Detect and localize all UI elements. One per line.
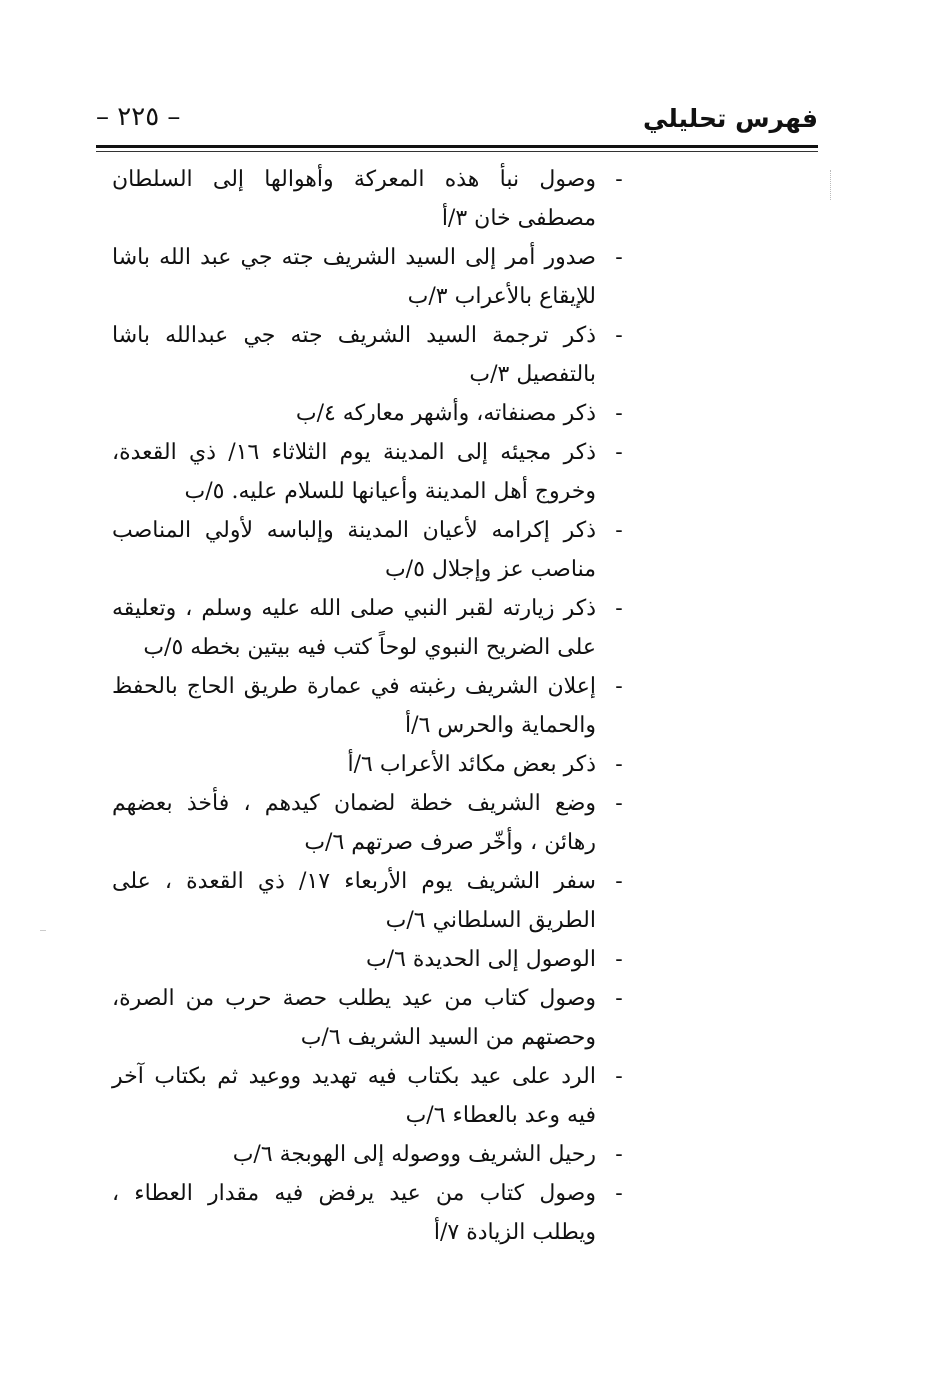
page-header [96,96,818,142]
header-rule-thin [96,151,818,152]
entry-bullet: - [615,1181,623,1206]
entry-bullet: - [615,947,623,972]
entry-bullet: - [615,323,623,348]
index-entries [112,160,632,1252]
entry-bullet: - [615,752,623,777]
entry-text: الرد على عيد بكتاب فيه تهديد ووعيد ثم بكتاب آخر فيه وعد بالعطاء ٦/ب [112,1064,596,1128]
scan-mark [40,930,46,931]
index-entry [112,238,632,316]
entry-bullet: - [615,167,623,192]
index-entry [112,1057,632,1135]
entry-bullet: - [615,791,623,816]
entry-bullet: - [615,986,623,1011]
entry-text: ذكر زيارته لقبر النبي صلى الله عليه وسلم ، وتعليقه على الضريح النبوي لوحاً كتب فيه بيتين بخطه ٥/ب [112,596,596,660]
index-entry [112,784,632,862]
index-entry [112,1174,632,1252]
entry-text: وصول نبأ هذه المعركة وأهوالها إلى السلطان مصطفى خان ٣/أ [112,167,596,231]
entry-text: الوصول إلى الحديدة ٦/ب [365,947,596,972]
index-entry [112,433,632,511]
header-rule-thick [96,145,818,148]
index-entry [112,745,632,784]
index-entry [112,316,632,394]
index-entry [112,589,632,667]
margin-mark [830,170,835,200]
index-entry [112,1135,632,1174]
running-title: فهرس تحليلي [643,104,818,133]
entry-bullet: - [615,440,623,465]
entry-text: سفر الشريف يوم الأربعاء ١٧/ ذي القعدة ، على الطريق السلطاني ٦/ب [112,869,596,933]
entry-bullet: - [615,869,623,894]
index-entry [112,940,632,979]
entry-text: وصول كتاب من عيد يطلب حصة حرب من الصرة، وحصتهم من السيد الشريف ٦/ب [112,986,596,1050]
entry-bullet: - [615,596,623,621]
entry-text: ذكر مجيئه إلى المدينة يوم الثلاثاء ١٦/ ذي القعدة، وخروج أهل المدينة وأعيانها للسلام عليه. ٥/ب [112,440,596,504]
entry-bullet: - [615,401,623,426]
index-entry [112,862,632,940]
entry-bullet: - [615,1064,623,1089]
entry-bullet: - [615,518,623,543]
entry-text: وصول كتاب من عيد يرفض فيه مقدار العطاء ، ويطلب الزيادة ٧/أ [112,1181,596,1245]
entry-text: ذكر ترجمة السيد الشريف جته جي عبدالله باشا بالتفصيل ٣/ب [112,323,596,387]
entry-bullet: - [615,245,623,270]
index-entry [112,979,632,1057]
entry-bullet: - [615,674,623,699]
index-entry [112,511,632,589]
entry-text: ذكر إكرامه لأعيان المدينة وإلباسه لأولي المناصب مناصب عز وإجلال ٥/ب [112,518,596,582]
index-entry [112,667,632,745]
entry-text: ذكر مصنفاته، وأشهر معاركه ٤/ب [295,401,596,426]
page-number: – ٢٢٥ – [96,102,181,132]
entry-text: إعلان الشريف رغبته في عمارة طريق الحاج بالحفظ والحماية والحرس ٦/أ [112,674,596,738]
index-entry [112,160,632,238]
entry-text: ذكر بعض مكائد الأعراب ٦/أ [347,752,596,777]
entry-bullet: - [615,1142,623,1167]
entry-text: رحيل الشريف ووصوله إلى الهوبجة ٦/ب [232,1142,596,1167]
entry-text: صدور أمر إلى السيد الشريف جته جي عبد الله باشا للإيقاع بالأعراب ٣/ب [112,245,596,309]
entry-text: وضع الشريف خطة لضمان كيدهم ، فأخذ بعضهم رهائن ، وأخّر صرف صرتهم ٦/ب [112,791,596,855]
index-entry [112,394,632,433]
